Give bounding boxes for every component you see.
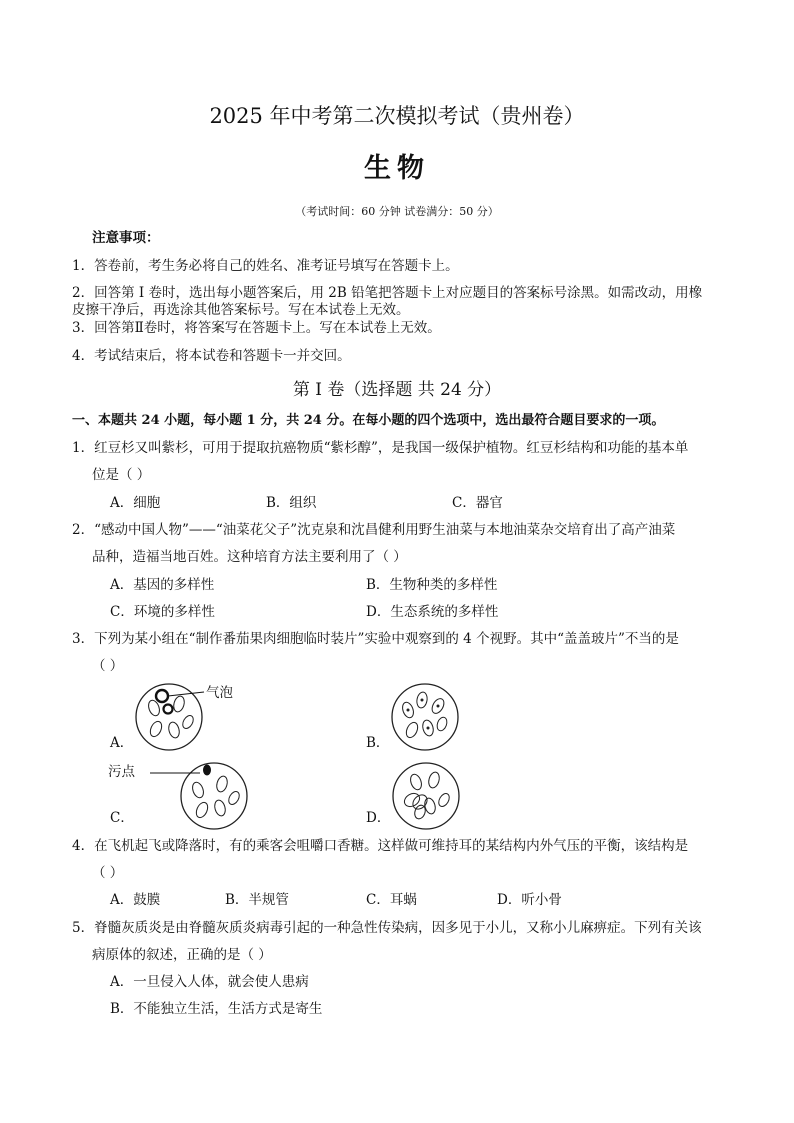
q3-option-a: A． (110, 735, 134, 751)
subject-title: 生物 (364, 153, 430, 184)
q4-stem: 4．在飞机起飞或降落时，有的乘客会咀嚼口香糖。这样做可维持耳的某结构内外气压的平衡，该结构是 (72, 838, 689, 854)
q5-option-b: B．不能独立生活，生活方式是寄生 (110, 1001, 323, 1017)
q2-option-b: B．生物种类的多样性 (366, 577, 498, 593)
note-item: 2．回答第 I 卷时，选出每小题答案后，用 2B 铅笔把答题卡上对应题目的答案标号涂黑。如需改动，用橡 (72, 285, 703, 301)
exam-info: （考试时间：60 分钟 试卷满分：50 分） (295, 205, 499, 218)
q1-option-b: B．组织 (266, 495, 317, 511)
q3-stem: 3．下列为某小组在“制作番茄果肉细胞临时装片”实验中观察到的 4 个视野。其中“盖盖玻片”不当的是 (72, 631, 679, 647)
q1-stem-cont: 位是（ ） (92, 467, 151, 483)
q4-option-c: C．耳蜗 (366, 892, 417, 908)
q3-figure-b (390, 682, 462, 752)
q4-stem-cont: （ ） (92, 865, 124, 881)
notes-heading: 注意事项： (92, 230, 160, 246)
q1-option-c: C．器官 (452, 495, 503, 511)
q4-option-b: B．半规管 (225, 892, 289, 908)
note-item: 皮擦干净后，再选涂其他答案标号。写在本试卷上无效。 (72, 302, 410, 318)
q1-option-a: A．细胞 (110, 495, 161, 511)
q3-option-b: B． (366, 735, 390, 751)
stain-label: 污点 (108, 764, 135, 780)
q5-stem-cont: 病原体的叙述，正确的是（ ） (92, 947, 272, 963)
q2-stem: 2．“感动中国人物”——“油菜花父子”沈克泉和沈昌健利用野生油菜与本地油菜杂交培育出了高产油菜 (72, 522, 676, 538)
q4-option-d: D．听小骨 (497, 892, 562, 908)
q2-stem-cont: 品种，造福当地百姓。这种培育方法主要利用了（ ） (92, 549, 407, 565)
q4-option-a: A．鼓膜 (110, 892, 161, 908)
stain-pointer-line (150, 770, 200, 776)
q1-stem: 1．红豆杉又叫紫杉，可用于提取抗癌物质“紫杉醇”，是我国一级保护植物。红豆杉结构和功能的基本单 (72, 440, 689, 456)
bubble-label: 气泡 (206, 685, 233, 701)
exam-title: 2025 年中考第二次模拟考试（贵州卷） (209, 104, 585, 128)
note-item: 3．回答第Ⅱ卷时，将答案写在答题卡上。写在本试卷上无效。 (72, 320, 441, 336)
q3-option-d: D． (366, 810, 391, 826)
q5-option-a: A．一旦侵入人体，就会使人患病 (110, 974, 309, 990)
section-title: 第 I 卷（选择题 共 24 分） (292, 380, 502, 400)
q3-stem-cont: （ ） (92, 658, 124, 674)
q2-option-a: A．基因的多样性 (110, 577, 215, 593)
q3-figure-d (390, 760, 462, 830)
q3-option-c: C． (110, 810, 134, 826)
section-instruction: 一、本题共 24 小题，每小题 1 分，共 24 分。在每小题的四个选项中，选出最符合题目要求的一项。 (72, 413, 665, 428)
note-item: 1．答卷前，考生务必将自己的姓名、准考证号填写在答题卡上。 (72, 258, 459, 274)
note-item: 4．考试结束后，将本试卷和答题卡一并交回。 (72, 348, 351, 364)
q5-stem: 5．脊髓灰质炎是由脊髓灰质炎病毒引起的一种急性传染病，因多见于小儿，又称小儿麻痹症。下列有关该 (72, 920, 702, 936)
q2-option-d: D．生态系统的多样性 (366, 604, 499, 620)
q2-option-c: C．环境的多样性 (110, 604, 215, 620)
